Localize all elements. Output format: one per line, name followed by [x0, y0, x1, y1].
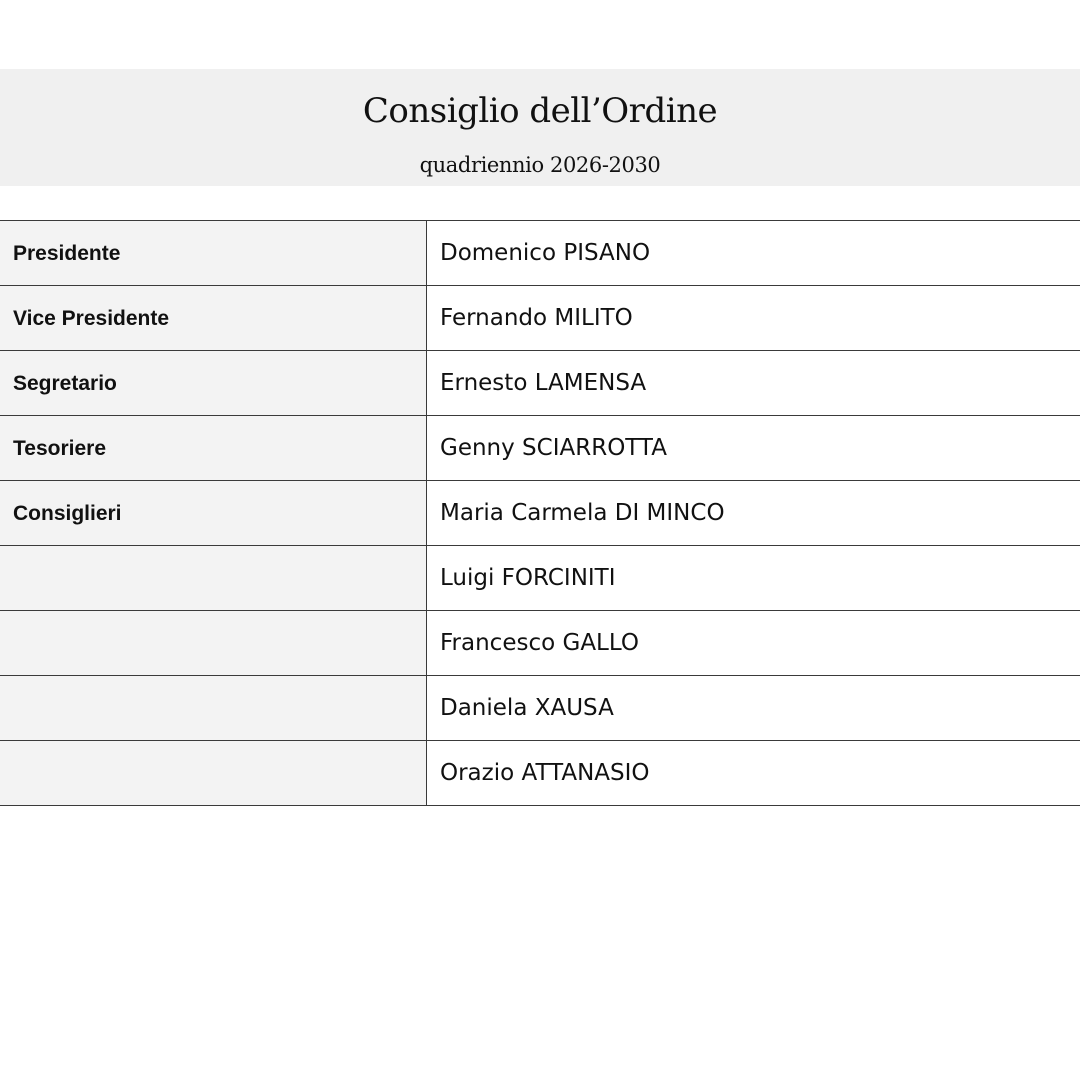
name-cell: Ernesto LAMENSA [440, 370, 647, 396]
role-cell: Tesoriere [0, 416, 427, 480]
table-row [0, 286, 1080, 351]
table-row [0, 741, 1080, 806]
council-table [0, 220, 1080, 806]
table-row [0, 221, 1080, 286]
name-cell: Genny SCIARROTTA [440, 435, 667, 461]
table-row [0, 611, 1080, 676]
page-title: Consiglio dell’Ordine [362, 91, 718, 131]
name-cell: Daniela XAUSA [440, 695, 614, 721]
role-cell: Vice Presidente [0, 286, 427, 350]
name-cell: Fernando MILITO [440, 305, 633, 331]
table-row [0, 351, 1080, 416]
role-cell [0, 676, 427, 740]
role-cell [0, 546, 427, 610]
name-cell: Luigi FORCINITI [440, 565, 616, 591]
role-cell: Consiglieri [0, 481, 427, 545]
name-cell: Orazio ATTANASIO [440, 760, 650, 786]
role-cell [0, 741, 427, 805]
role-cell [0, 611, 427, 675]
table-row [0, 416, 1080, 481]
name-cell: Domenico PISANO [440, 240, 651, 266]
role-cell: Segretario [0, 351, 427, 415]
table-row [0, 481, 1080, 546]
table-row [0, 546, 1080, 611]
role-cell: Presidente [0, 221, 427, 285]
table-row [0, 676, 1080, 741]
page-subtitle: quadriennio 2026-2030 [419, 153, 661, 177]
name-cell: Maria Carmela DI MINCO [440, 500, 725, 526]
name-cell: Francesco GALLO [440, 630, 639, 656]
